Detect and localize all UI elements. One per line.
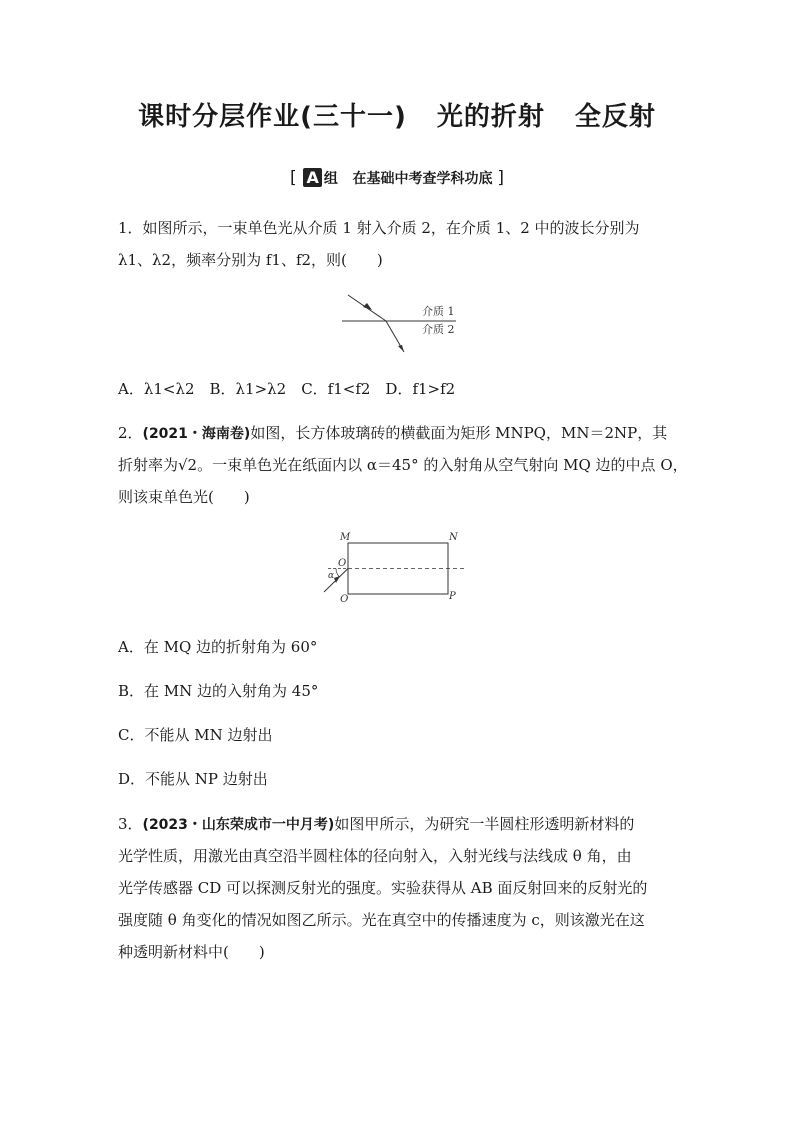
q2-angle-arc <box>336 569 340 578</box>
q2-option-a: A．在 MQ 边的折射角为 60° <box>118 638 318 656</box>
q3-number: 3． <box>118 815 143 833</box>
q3-stem-line1 <box>118 813 688 834</box>
q2-label-q: Q <box>340 594 349 602</box>
group-description: 在基础中考查学科功底 <box>352 171 493 187</box>
q2-option-b: B．在 MN 边的入射角为 45° <box>118 682 319 700</box>
q1-options: A．λ1<λ2 B．λ1>λ2 C．f1<f2 D．f1>f2 <box>118 380 456 398</box>
q1-refraction-figure <box>336 290 466 356</box>
q2-stem-line2: 折射率为√2。一束单色光在纸面内以 α＝45° 的入射角从空气射向 MQ 边的中点 O， <box>118 456 688 474</box>
group-letter-badge: A <box>303 168 321 187</box>
q3-source: (2023・山东荣成市一中月考) <box>142 817 335 833</box>
title-topic-refraction: 光的折射 <box>436 102 545 132</box>
group-bracket-close: ] <box>497 168 505 188</box>
q2-option-c: C．不能从 MN 边射出 <box>118 726 273 744</box>
group-label: 组 <box>323 171 338 187</box>
q3-stem-line5: 种透明新材料中( ) <box>118 943 265 961</box>
q2-label-p: P <box>449 591 456 602</box>
q2-label-o: O <box>338 558 347 569</box>
q1-arrow-incident-icon <box>363 303 372 310</box>
q2-stem-line1-text: 如图，长方体玻璃砖的横截面为矩形 MNPQ，MN＝2NP，其 <box>250 424 668 442</box>
q3-stem-line1-text: 如图甲所示，为研究一半圆柱形透明新材料的 <box>334 815 635 833</box>
title-topic-total-reflection: 全反射 <box>574 102 656 132</box>
q2-stem-line3: 则该束单色光( ) <box>118 488 250 506</box>
q1-stem-line1: 1．如图所示，一束单色光从介质 1 射入介质 2，在介质 1、2 中的波长分别为 <box>118 219 640 237</box>
page-title <box>0 96 794 133</box>
q1-medium1-label: 介质 1 <box>422 305 455 318</box>
q2-label-n: N <box>449 532 458 543</box>
q3-stem-line3: 光学传感器 CD 可以探测反射光的强度。实验获得从 AB 面反射回来的反射光的 <box>118 879 648 897</box>
q2-stem-line1 <box>118 422 688 443</box>
q2-option-d: D．不能从 NP 边射出 <box>118 770 268 788</box>
q2-glass-brick-figure <box>318 530 468 602</box>
q2-label-m: M <box>340 532 351 543</box>
q1-medium2-label: 介质 2 <box>422 323 455 336</box>
q3-stem-line4: 强度随 θ 角变化的情况如图乙所示。光在真空中的传播速度为 c，则该激光在这 <box>118 911 645 929</box>
group-heading <box>0 168 794 188</box>
title-main: 课时分层作业(三十一) <box>138 102 407 132</box>
q3-stem-line2: 光学性质，用激光由真空沿半圆柱体的径向射入，入射光线与法线成 θ 角，由 <box>118 847 632 865</box>
group-bracket-open: [ <box>289 168 297 188</box>
q2-label-alpha: α <box>328 571 335 581</box>
q1-stem-line2: λ1、λ2，频率分别为 f1、f2，则( ) <box>118 251 383 269</box>
q1-arrow-refracted-icon <box>398 345 404 352</box>
q2-source: (2021・海南卷) <box>142 426 251 442</box>
q2-number: 2． <box>118 424 143 442</box>
